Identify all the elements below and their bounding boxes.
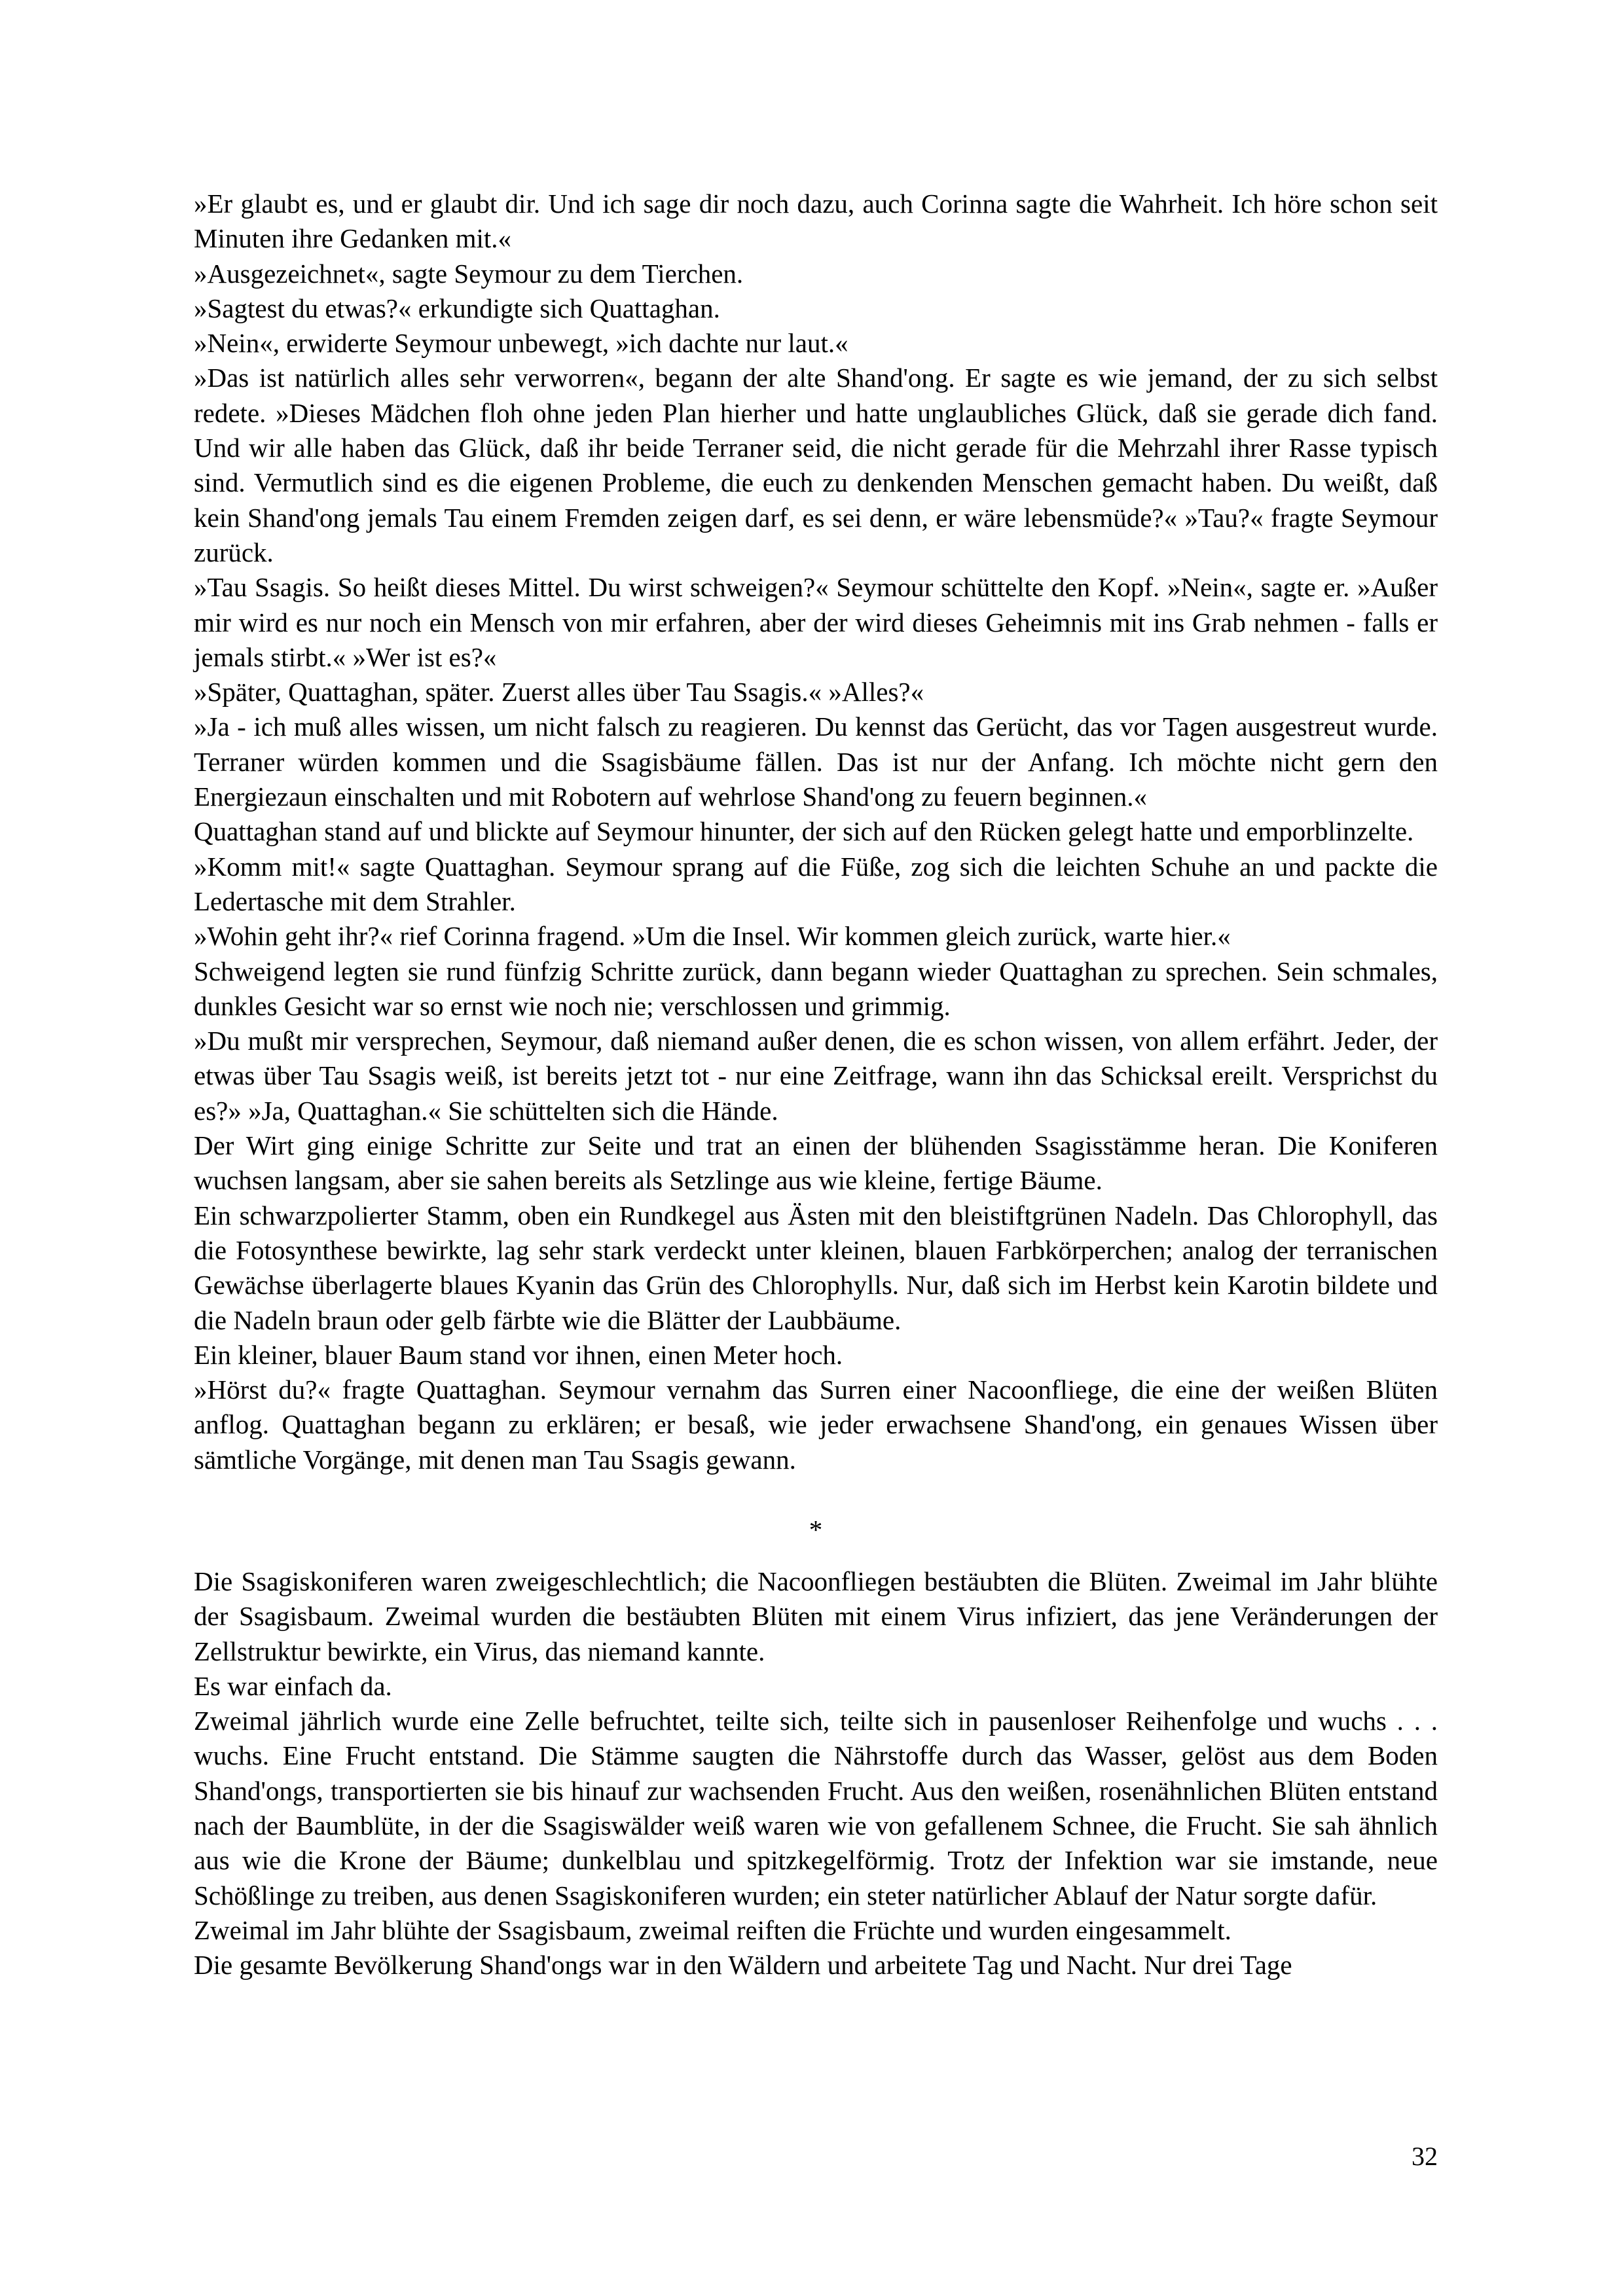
paragraph: »Nein«, erwiderte Seymour unbewegt, »ich dachte nur laut.« bbox=[194, 328, 848, 359]
paragraph: »Du mußt mir versprechen, Seymour, daß niemand außer denen, die es schon wissen, von allem erfährt. Jeder, der etwas über Tau Ssagis weiß, ist bereits jetzt tot - nur eine Zeitfrage, wann ihn das Schicksal ereilt. Versprichst du es?» »Ja, Quattaghan.« Sie schüttelten sich die Hände. bbox=[194, 1026, 1438, 1126]
section-separator: * bbox=[809, 1514, 823, 1545]
paragraph: Ein kleiner, blauer Baum stand vor ihnen, einen Meter hoch. bbox=[194, 1339, 843, 1370]
paragraph: »Wohin geht ihr?« rief Corinna fragend. »Um die Insel. Wir kommen gleich zurück, warte hier.« bbox=[194, 921, 1231, 952]
paragraph: »Sagtest du etwas?« erkundigte sich Quattaghan. bbox=[194, 293, 720, 323]
paragraph: »Das ist natürlich alles sehr verworren«, begann der alte Shand'ong. Er sagte es wie jemand, der zu sich selbst redete. »Dieses Mädchen floh ohne jeden Plan hierher und hatte unglaubliches Glück, daß sie gerade dich fand. Und wir alle haben das Glück, daß ihr beide Terraner seid, die nicht gerade für die Mehrzahl ihrer Rasse typisch sind. Vermutlich sind es die eigenen Probleme, die euch zu denkenden Menschen gemacht haben. Du weißt, daß kein Shand'ong jemals Tau einem Fremden zeigen darf, es sei denn, er wäre lebensmüde?« »Tau?« fragte Seymour zurück. bbox=[194, 363, 1438, 567]
paragraph: »Ja - ich muß alles wissen, um nicht falsch zu reagieren. Du kennst das Gerücht, das vor Tagen ausgestreut wurde. Terraner würden kommen und die Ssagisbäume fällen. Das ist nur der Anfang. Ich möchte nicht gern den Energiezaun einschalten und mit Robotern auf wehrlose Shand'ong zu feuern beginnen.« bbox=[194, 711, 1438, 812]
paragraph: Zweimal jährlich wurde eine Zelle befruchtet, teilte sich, teilte sich in pausenloser Reihenfolge und wuchs . . . wuchs. Eine Frucht entstand. Die Stämme saugten die Nährstoffe durch das Wasser, gelöst aus dem Boden Shand'ongs, transportierten sie bis hinauf zur wachsenden Frucht. Aus den weißen, rosenähnlichen Blüten entstand nach der Baumblüte, in der die Ssagiswälder weiß waren wie von gefallenem Schnee, die Frucht. Sie sah ähnlich aus wie die Krone der Bäume; dunkelblau und spitzkegelförmig. Trotz der Infektion war sie imstande, neue Schößlinge zu treiben, aus denen Ssagiskoniferen wurden; ein steter natürlicher Ablauf der Natur sorgte dafür. bbox=[194, 1706, 1438, 1910]
paragraph: Ein schwarzpolierter Stamm, oben ein Rundkegel aus Ästen mit den bleistiftgrünen Nadeln. Das Chlorophyll, das die Fotosynthese bewirkte, lag sehr stark verdeckt unter kleinen, blauen Farbkörperchen; analog der terranischen Gewächse überlagerte blaues Kyanin das Grün des Chlorophylls. Nur, daß sich im Herbst kein Karotin bildete und die Nadeln braun oder gelb färbte wie die Blätter der Laubbäume. bbox=[194, 1200, 1438, 1335]
page-body bbox=[194, 187, 1438, 1983]
paragraph: »Später, Quattaghan, später. Zuerst alles über Tau Ssagis.« »Alles?« bbox=[194, 677, 924, 708]
paragraph: »Tau Ssagis. So heißt dieses Mittel. Du wirst schweigen?« Seymour schüttelte den Kopf. »Nein«, sagte er. »Außer mir wird es nur noch ein Mensch von mir erfahren, aber der wird dieses Geheimnis mit ins Grab nehmen - falls er jemals stirbt.« »Wer ist es?« bbox=[194, 572, 1438, 672]
paragraph: »Ausgezeichnet«, sagte Seymour zu dem Tierchen. bbox=[194, 258, 744, 289]
paragraph: »Hörst du?« fragte Quattaghan. Seymour vernahm das Surren einer Nacoonfliege, die eine der weißen Blüten anflog. Quattaghan begann zu erklären; er besaß, wie jeder erwachsene Shand'ong, ein genaues Wissen über sämtliche Vorgänge, mit denen man Tau Ssagis gewann. bbox=[194, 1374, 1438, 1475]
paragraph: Es war einfach da. bbox=[194, 1670, 392, 1701]
page-number: 32 bbox=[1412, 2142, 1438, 2171]
paragraph: »Er glaubt es, und er glaubt dir. Und ich sage dir noch dazu, auch Corinna sagte die Wahrheit. Ich höre schon seit Minuten ihre Gedanken mit.« bbox=[194, 188, 1438, 254]
paragraph: Quattaghan stand auf und blickte auf Seymour hinunter, der sich auf den Rücken gelegt hatte und emporblinzelte. bbox=[194, 816, 1414, 847]
paragraph: Zweimal im Jahr blühte der Ssagisbaum, zweimal reiften die Früchte und wurden eingesammelt. bbox=[194, 1914, 1231, 1945]
paragraph: Die Ssagiskoniferen waren zweigeschlechtlich; die Nacoonfliegen bestäubten die Blüten. Zweimal im Jahr blühte der Ssagisbaum. Zweimal wurden die bestäubten Blüten mit einem Virus infiziert, das jene Veränderungen der Zellstruktur bewirkte, ein Virus, das niemand kannte. bbox=[194, 1566, 1438, 1666]
paragraph: Schweigend legten sie rund fünfzig Schritte zurück, dann begann wieder Quattaghan zu sprechen. Sein schmales, dunkles Gesicht war so ernst wie noch nie; verschlossen und grimmig. bbox=[194, 956, 1438, 1021]
paragraph: Die gesamte Bevölkerung Shand'ongs war in den Wäldern und arbeitete Tag und Nacht. Nur drei Tage bbox=[194, 1950, 1292, 1981]
paragraph: Der Wirt ging einige Schritte zur Seite und trat an einen der blühenden Ssagisstämme heran. Die Koniferen wuchsen langsam, aber sie sahen bereits als Setzlinge aus wie kleine, fertige Bäume. bbox=[194, 1130, 1438, 1196]
paragraph: »Komm mit!« sagte Quattaghan. Seymour sprang auf die Füße, zog sich die leichten Schuhe an und packte die Ledertasche mit dem Strahler. bbox=[194, 851, 1438, 916]
